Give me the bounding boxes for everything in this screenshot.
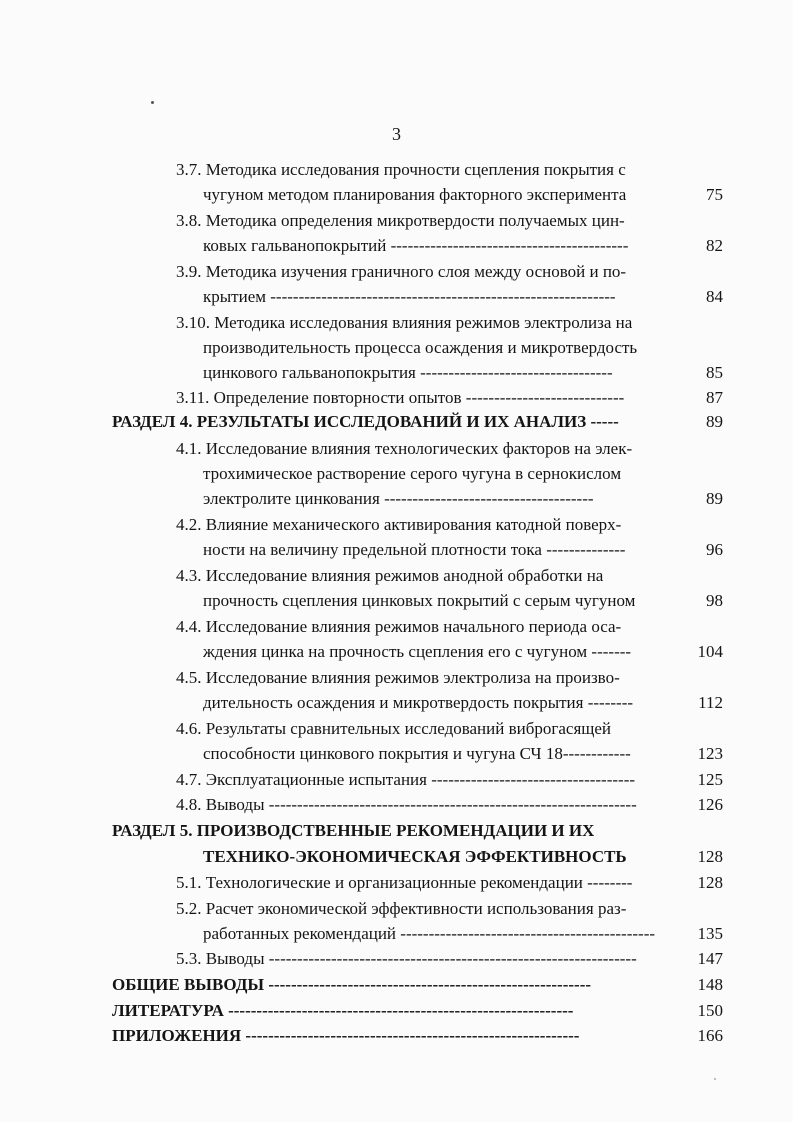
toc-page: 104 bbox=[697, 642, 723, 661]
toc-section-heading: ОБЩИЕ ВЫВОДЫ --------------------------------------------------------- bbox=[112, 975, 592, 994]
toc-page: 135 bbox=[697, 924, 723, 943]
toc-page: 166 bbox=[697, 1026, 723, 1045]
toc-line: ности на величину предельной плотности тока -------------- bbox=[203, 540, 626, 559]
toc-line: способности цинкового покрытия и чугуна СЧ 18------------ bbox=[203, 744, 631, 763]
toc-line: дительность осаждения и микротвердость покрытия -------- bbox=[203, 693, 634, 712]
toc-line: работанных рекомендаций --------------------------------------------- bbox=[203, 924, 656, 943]
toc-page: 89 bbox=[706, 489, 723, 508]
toc-line: электролите цинкования ------------------------------------- bbox=[203, 489, 594, 508]
toc-line: чугуном методом планирования факторного эксперимента bbox=[203, 185, 627, 204]
toc-section-heading: ТЕХНИКО-ЭКОНОМИЧЕСКАЯ ЭФФЕКТИВНОСТЬ bbox=[203, 847, 627, 866]
toc-line: ждения цинка на прочность сцепления его с чугуном ------- bbox=[203, 642, 632, 661]
toc-line: прочность сцепления цинковых покрытий с серым чугуном bbox=[203, 591, 636, 610]
toc-page: 123 bbox=[697, 744, 723, 763]
toc-page: 125 bbox=[697, 770, 723, 789]
toc-line: трохимическое растворение серого чугуна в сернокислом bbox=[203, 464, 622, 483]
scan-speck bbox=[714, 1078, 716, 1080]
toc-page: 82 bbox=[706, 236, 723, 255]
toc-line: 3.7. Методика исследования прочности сцепления покрытия с bbox=[176, 160, 626, 179]
toc-page: 87 bbox=[706, 388, 723, 407]
toc-page: 98 bbox=[706, 591, 723, 610]
toc-line: 3.9. Методика изучения граничного слоя между основой и по- bbox=[176, 262, 627, 281]
toc-line: 3.11. Определение повторности опытов ---------------------------- bbox=[176, 388, 625, 407]
toc-page: 84 bbox=[706, 287, 723, 306]
toc-line: 5.2. Расчет экономической эффективности использования раз- bbox=[176, 899, 627, 918]
scan-speck bbox=[151, 101, 154, 104]
toc-page: 128 bbox=[697, 847, 723, 866]
toc-page: 148 bbox=[697, 975, 723, 994]
toc-line: 4.7. Эксплуатационные испытания ------------------------------------ bbox=[176, 770, 636, 789]
toc-page: 147 bbox=[697, 949, 723, 968]
toc-page: 75 bbox=[706, 185, 723, 204]
toc-line: 3.8. Методика определения микротвердости получаемых цин- bbox=[176, 211, 625, 230]
toc-section-heading: ЛИТЕРАТУРА ------------------------------------------------------------- bbox=[112, 1001, 574, 1020]
toc-page: 85 bbox=[706, 363, 723, 382]
toc-page: 112 bbox=[698, 693, 723, 712]
toc-line: 4.8. Выводы ----------------------------------------------------------------- bbox=[176, 795, 637, 814]
toc-page: 128 bbox=[697, 873, 723, 892]
toc-section-heading: РАЗДЕЛ 5. ПРОИЗВОДСТВЕННЫЕ РЕКОМЕНДАЦИИ И ИХ bbox=[112, 821, 595, 840]
toc-line: производительность процесса осаждения и микротвердость bbox=[203, 338, 638, 357]
toc-page: 96 bbox=[706, 540, 723, 559]
toc-line: 4.1. Исследование влияния технологических факторов на элек- bbox=[176, 439, 633, 458]
toc-page: 89 bbox=[706, 412, 723, 431]
toc-line: 5.1. Технологические и организационные рекомендации -------- bbox=[176, 873, 633, 892]
toc-section-heading: ПРИЛОЖЕНИЯ ----------------------------------------------------------- bbox=[112, 1026, 580, 1045]
toc-line: 5.3. Выводы ----------------------------------------------------------------- bbox=[176, 949, 637, 968]
toc-line: 4.6. Результаты сравнительных исследований виброгасящей bbox=[176, 719, 611, 738]
toc-line: ковых гальванопокрытий ------------------------------------------ bbox=[203, 236, 629, 255]
toc-page: 126 bbox=[697, 795, 723, 814]
page-number: 3 bbox=[392, 124, 401, 144]
toc-line: 4.4. Исследование влияния режимов начального периода оса- bbox=[176, 617, 622, 636]
toc-line: 4.5. Исследование влияния режимов электролиза на произво- bbox=[176, 668, 620, 687]
toc-line: крытием ------------------------------------------------------------- bbox=[203, 287, 616, 306]
toc-line: 3.10. Методика исследования влияния режимов электролиза на bbox=[176, 313, 633, 332]
toc-section-heading: РАЗДЕЛ 4. РЕЗУЛЬТАТЫ ИССЛЕДОВАНИЙ И ИХ АНАЛИЗ ----- bbox=[112, 412, 619, 431]
toc-line: цинкового гальванопокрытия ---------------------------------- bbox=[203, 363, 613, 382]
toc-page: 150 bbox=[697, 1001, 723, 1020]
toc-line: 4.2. Влияние механического активирования катодной поверх- bbox=[176, 515, 622, 534]
toc-line: 4.3. Исследование влияния режимов анодной обработки на bbox=[176, 566, 604, 585]
